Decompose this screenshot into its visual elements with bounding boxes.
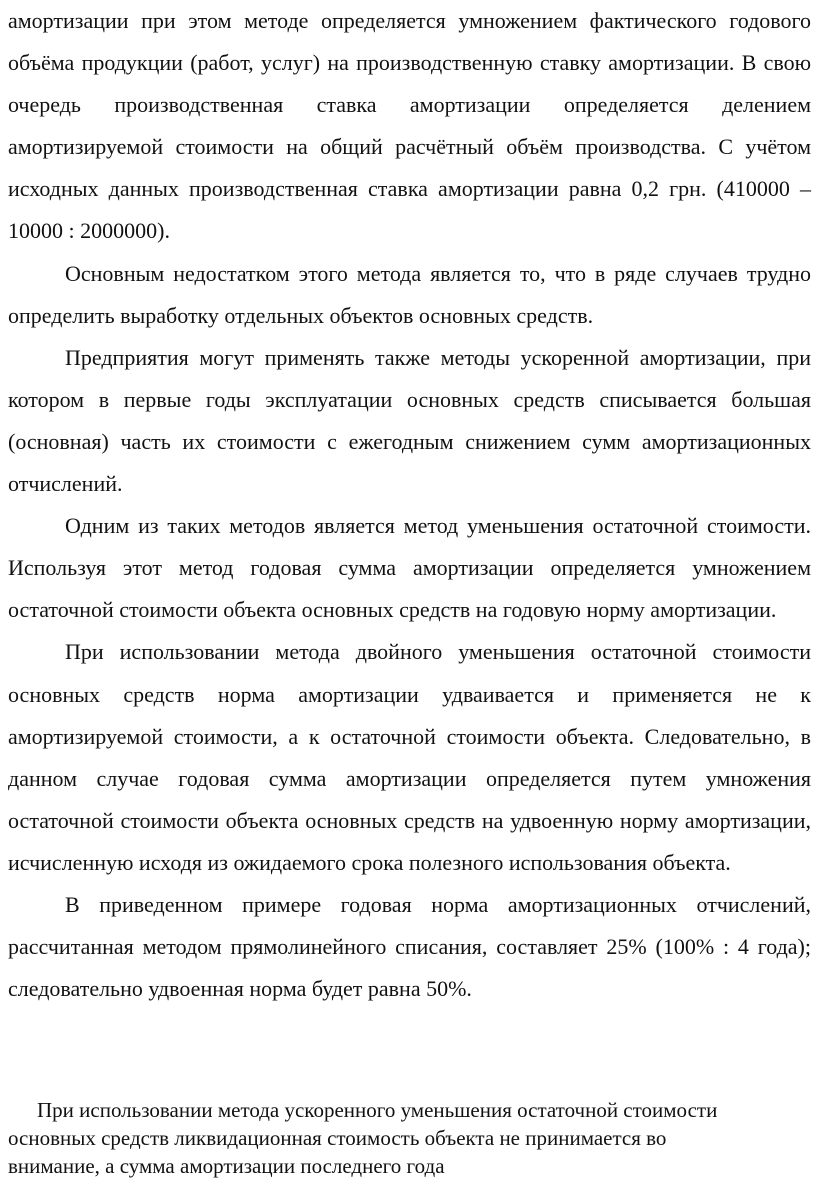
document-tail	[8, 1096, 728, 1180]
paragraph-continuation: амортизации при этом методе определяется умножением фактического годового объёма продукции (работ, услуг) на производственную ставку амортизации. В свою очередь производственная ставка амортизации определяется делением амортизируемой стоимости на общий расчётный объём производства. С учётом исходных данных производственная ставка амортизации равна 0,2 грн. (410000 – 10000 : 2000000).	[8, 8, 811, 244]
paragraph-double-declining: При использовании метода двойного уменьшения остаточной стоимости основных средств норма амортизации удваивается и применяется не к амортизируемой стоимости, а к остаточной стоимости объекта. Следовательно, в данном случае годовая сумма амортизации определяется путем умножения остаточной стоимости объекта основных средств на удвоенную норму амортизации, исчисленную исходя из ожидаемого срока полезного использования объекта.	[8, 639, 811, 875]
document-body	[8, 0, 811, 1010]
paragraph-reducing-balance: Одним из таких методов является метод уменьшения остаточной стоимости. Используя этот метод годовая сумма амортизации определяется умножением остаточной стоимости объекта основных средств на годовую норму амортизации.	[8, 513, 811, 623]
paragraph-example: В приведенном примере годовая норма амортизационных отчислений, рассчитанная методом прямолинейного списания, составляет 25% (100% : 4 года); следовательно удвоенная норма будет равна 50%.	[8, 891, 811, 1002]
paragraph-accelerated-reducing: При использовании метода ускоренного уменьшения остаточной стоимости основных средств ликвидационная стоимость объекта не принимается во внимание, а сумма амортизации последнего года	[8, 1098, 718, 1178]
paragraph-accelerated-depreciation: Предприятия могут применять также методы ускоренной амортизации, при котором в первые годы эксплуатации основных средств списывается большая (основная) часть их стоимости с ежегодным снижением сумм амортизационных отчислений.	[8, 344, 811, 497]
paragraph-method-drawback: Основным недостатком этого метода является то, что в ряде случаев трудно определить выработку отдельных объектов основных средств.	[8, 260, 811, 328]
